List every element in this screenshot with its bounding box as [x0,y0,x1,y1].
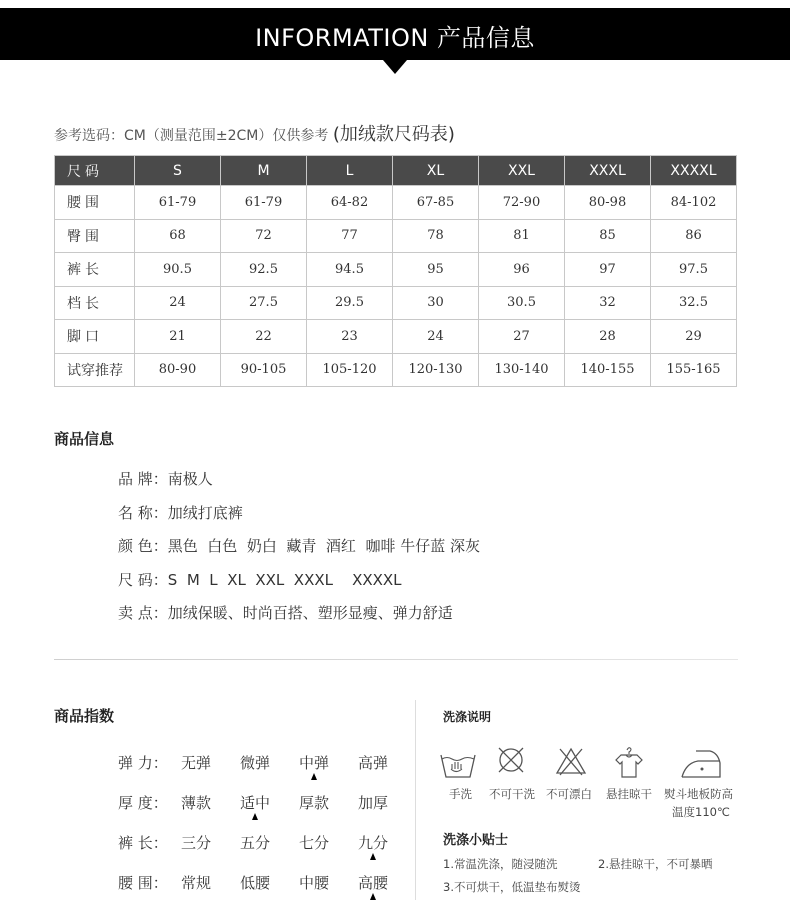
table-cell: 77 [307,219,393,253]
index-option: 九分 [358,834,389,852]
index-option: 三分 [181,834,212,852]
table-cell: 97.5 [651,253,737,287]
table-cell: 84-102 [651,186,737,220]
row-label: 臀围 [55,219,135,253]
header-cell: XL [393,156,479,186]
info-brand: 品 牌：南极人 [118,470,213,488]
index-option: 常规 [181,874,212,892]
wash-label-iron: 熨斗地板防高 [664,787,733,801]
table-cell: 72-90 [479,186,565,220]
table-cell: 21 [135,320,221,354]
vertical-divider [415,700,416,900]
selected-marker-icon [252,813,258,820]
row-label: 腰围 [55,186,135,220]
size-table-row [55,286,737,320]
table-cell: 67-85 [393,186,479,220]
header-cell: 尺码 [55,156,135,186]
selected-marker-icon [370,893,376,900]
wash-label-iron-temp: 温度110℃ [672,805,730,819]
product-info-list [118,468,480,636]
table-cell: 81 [479,219,565,253]
table-cell: 23 [307,320,393,354]
banner-title: INFORMATION 产品信息 [255,24,535,52]
wash-icons [438,745,748,785]
info-selling-points: 卖 点：加绒保暖、时尚百搭、塑形显瘦、弹力舒适 [118,604,453,622]
table-cell: 27 [479,320,565,354]
size-table-row [55,186,737,220]
wash-label-hand: 手洗 [449,787,472,801]
table-cell: 24 [393,320,479,354]
table-cell: 29 [651,320,737,354]
no-dry-clean-icon [496,745,526,775]
header-cell: S [135,156,221,186]
table-cell: 22 [221,320,307,354]
index-option: 无弹 [181,754,212,772]
index-option: 中弹 [299,754,330,772]
header-cell: XXXXL [651,156,737,186]
table-cell: 94.5 [307,253,393,287]
table-cell: 92.5 [221,253,307,287]
wash-label-hang-dry: 悬挂晾干 [606,787,652,801]
wash-label-no-bleach: 不可漂白 [546,787,592,801]
selected-marker-icon [370,853,376,860]
section-divider [54,659,738,660]
table-cell: 64-82 [307,186,393,220]
index-option: 适中 [240,794,271,812]
table-cell: 130-140 [479,353,565,387]
header-banner [0,8,790,60]
table-cell: 32 [565,286,651,320]
index-label: 裤 长： [118,834,168,852]
index-option: 高弹 [358,754,389,772]
table-cell: 96 [479,253,565,287]
row-label: 脚口 [55,320,135,354]
size-table-row [55,320,737,354]
hang-dry-icon [612,745,646,779]
index-option: 高腰 [358,874,389,892]
row-label: 档长 [55,286,135,320]
table-cell: 68 [135,219,221,253]
size-note [54,120,455,146]
table-cell: 72 [221,219,307,253]
header-cell: XXL [479,156,565,186]
index-option: 厚款 [299,794,330,812]
index-option: 微弹 [240,754,271,772]
info-colors: 颜 色：黑色 白色 奶白 藏青 酒红 咖啡 牛仔蓝 深灰 [118,537,480,555]
table-cell: 85 [565,219,651,253]
size-table-row [55,353,737,387]
table-cell: 155-165 [651,353,737,387]
index-option: 七分 [299,834,330,852]
table-cell: 97 [565,253,651,287]
selected-marker-icon [311,773,317,780]
info-name: 名 称：加绒打底裤 [118,503,243,522]
table-cell: 30.5 [479,286,565,320]
index-label: 弹 力： [118,754,168,772]
table-cell: 61-79 [135,186,221,220]
iron-icon [678,745,724,781]
index-label: 腰 围： [118,874,168,892]
table-cell: 27.5 [221,286,307,320]
index-option: 薄款 [181,794,212,812]
table-cell: 105-120 [307,353,393,387]
hand-wash-icon [438,745,478,781]
header-cell: XXXL [565,156,651,186]
index-option: 低腰 [240,874,271,892]
no-bleach-icon [554,745,588,777]
table-cell: 29.5 [307,286,393,320]
wash-title: 洗涤说明 [443,710,492,724]
table-cell: 140-155 [565,353,651,387]
row-label: 试穿推荐 [55,353,135,387]
table-cell: 61-79 [221,186,307,220]
size-table-row [55,219,737,253]
index-label: 厚 度： [118,794,168,812]
table-cell: 80-98 [565,186,651,220]
wash-label-no-dry-clean: 不可干洗 [489,787,535,801]
index-option: 中腰 [299,874,330,892]
banner-arrow-icon [383,60,407,74]
table-cell: 90-105 [221,353,307,387]
size-table-header [55,156,737,186]
table-cell: 78 [393,219,479,253]
size-note-prefix: 参考选码：CM（测量范围±2CM）仅供参考 [54,128,329,144]
table-cell: 120-130 [393,353,479,387]
wash-tip-1: 1.常温洗涤，随浸随洗 [443,857,558,871]
wash-tip-3: 3.不可烘干，低温垫布熨烫 [443,880,581,894]
table-cell: 28 [565,320,651,354]
size-table [54,155,737,387]
index-option: 加厚 [358,794,389,812]
table-cell: 86 [651,219,737,253]
size-note-title: (加绒款尺码表) [332,124,455,145]
wash-tip-2: 2.悬挂晾干，不可暴晒 [598,857,713,871]
table-cell: 30 [393,286,479,320]
table-cell: 90.5 [135,253,221,287]
header-cell: M [221,156,307,186]
table-cell: 95 [393,253,479,287]
size-table-row [55,253,737,287]
wash-tips-title: 洗涤小贴士 [443,833,509,848]
table-cell: 24 [135,286,221,320]
table-cell: 32.5 [651,286,737,320]
product-info-title: 商品信息 [54,430,115,448]
table-cell: 80-90 [135,353,221,387]
header-cell: L [307,156,393,186]
row-label: 裤长 [55,253,135,287]
product-index-title: 商品指数 [54,707,115,725]
index-option: 五分 [240,834,271,852]
info-sizes: 尺 码：S M L XL XXL XXXL XXXXL [118,570,402,589]
